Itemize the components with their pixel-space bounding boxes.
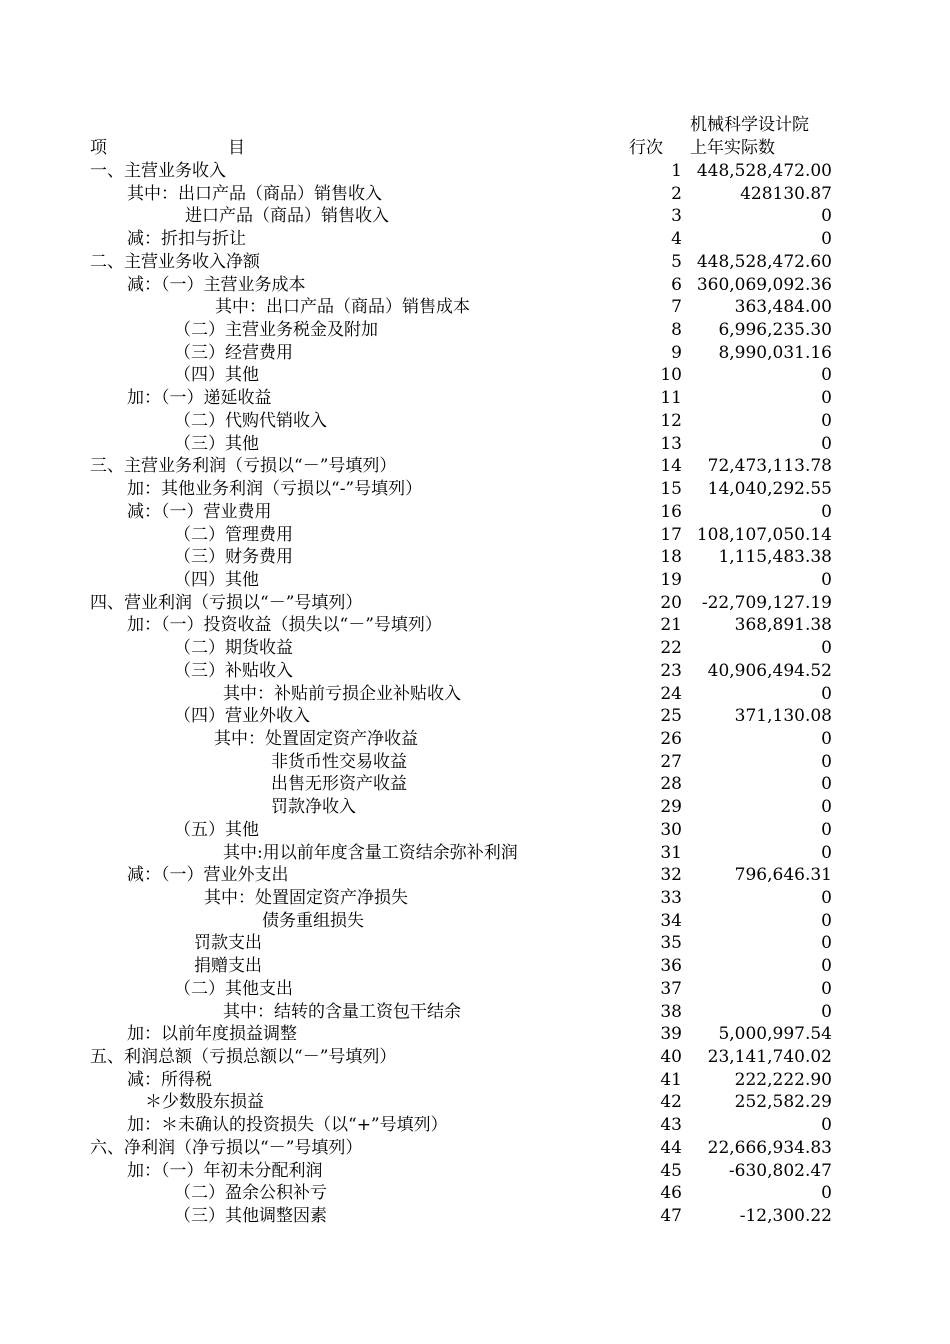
table-row [0,546,950,569]
row-value: 0 [821,956,832,977]
row-number: 35 [660,933,682,954]
row-number: 3 [671,206,682,227]
row-label: 减：（一）营业费用 [127,501,272,522]
table-row [0,364,950,387]
row-label: 其中:用以前年度含量工资结余弥补利润 [223,842,518,863]
row-value: 0 [821,365,832,386]
row-label: 加：（一）年初未分配利润 [127,1160,323,1181]
row-value: -12,300.22 [739,1206,832,1227]
table-row [0,705,950,728]
table-row [0,228,950,251]
table-row [0,433,950,456]
row-label: 加：＊未确认的投资损失（以“+”号填列） [127,1115,448,1136]
table-row [0,1114,950,1137]
row-number: 17 [660,524,682,545]
row-value: 0 [821,569,832,590]
row-value: 252,582.29 [734,1092,832,1113]
row-number: 37 [660,978,682,999]
row-value: 360,069,092.36 [696,274,832,295]
row-number: 42 [660,1092,682,1113]
row-value: 448,528,472.60 [696,251,832,272]
row-value: 72,473,113.78 [707,456,832,477]
row-label: （三）财务费用 [174,547,293,568]
row-value: 23,141,740.02 [707,1047,832,1068]
row-label: 其中：结转的含量工资包干结余 [223,1001,461,1022]
row-label: （三）其他 [174,433,259,454]
table-row [0,1160,950,1183]
table-row [0,751,950,774]
row-value: 0 [821,797,832,818]
row-value: 0 [821,842,832,863]
row-label: 加：以前年度损益调整 [127,1024,297,1045]
table-row [0,887,950,910]
table-row [0,455,950,478]
row-label: （二）主营业务税金及附加 [174,320,378,341]
row-number: 22 [660,638,682,659]
row-value: 0 [821,933,832,954]
column-header-mu: 目 [228,138,245,158]
row-value: 368,891.38 [734,615,832,636]
row-label: 其中：处置固定资产净损失 [204,888,408,908]
column-header-item: 项 [90,138,107,158]
table-row [0,569,950,592]
row-number: 38 [660,1001,682,1022]
table-row [0,501,950,524]
row-label: 其中：补贴前亏损企业补贴收入 [223,683,461,704]
row-label: 加：（一）递延收益 [127,388,272,409]
table-row [0,683,950,706]
table-row [0,819,950,842]
row-value: -22,709,127.19 [701,592,832,613]
row-value: 0 [821,728,832,749]
table-row [0,478,950,501]
row-label: （三）补贴收入 [174,660,293,681]
row-value: 14,040,292.55 [707,479,832,500]
row-label: （二）盈余公积补亏 [174,1183,327,1204]
table-row [0,864,950,887]
row-number: 7 [671,297,682,318]
row-value: 5,000,997.54 [718,1024,832,1045]
row-number: 20 [660,592,682,613]
row-number: 1 [671,161,682,181]
table-row [0,932,950,955]
table-row [0,660,950,683]
row-label: 其中：处置固定资产净收益 [214,728,418,749]
row-label: （四）营业外收入 [174,706,310,727]
row-number: 23 [660,660,682,681]
table-row [0,1046,950,1069]
row-number: 11 [660,388,682,409]
table-row [0,160,950,183]
row-label: 六、净利润（净亏损以“－”号填列） [90,1137,363,1158]
table-row [0,183,950,206]
row-number: 26 [660,728,682,749]
table-row [0,637,950,660]
table-row [0,728,950,751]
row-value: 0 [821,910,832,931]
row-number: 10 [660,365,682,386]
row-value: 448,528,472.00 [696,161,832,181]
row-label: ＊少数股东损益 [145,1092,264,1113]
table-row [0,614,950,637]
row-number: 4 [671,229,682,250]
statement-table [0,160,950,1228]
row-value: 22,666,934.83 [707,1137,832,1158]
row-label: 五、利润总额（亏损总额以“－”号填列） [90,1047,397,1068]
row-number: 44 [660,1137,682,1158]
row-number: 29 [660,797,682,818]
row-label: 罚款支出 [194,933,262,954]
table-row [0,796,950,819]
row-number: 14 [660,456,682,477]
row-label: 二、主营业务收入净额 [90,251,260,272]
row-number: 46 [660,1183,682,1204]
row-label: （二）管理费用 [174,524,293,545]
row-value: 363,484.00 [734,297,832,318]
table-row [0,1001,950,1024]
row-number: 21 [660,615,682,636]
row-number: 34 [660,910,682,931]
table-row [0,842,950,865]
row-value: 0 [821,388,832,409]
row-value: 428130.87 [740,183,832,204]
row-number: 6 [671,274,682,295]
row-value: 0 [821,1001,832,1022]
table-row [0,387,950,410]
row-number: 45 [660,1160,682,1181]
company-name: 机械科学设计院 [690,115,809,135]
row-number: 2 [671,183,682,204]
row-value: -630,802.47 [728,1160,832,1181]
row-value: 0 [821,229,832,250]
row-number: 39 [660,1024,682,1045]
table-row [0,1137,950,1160]
row-number: 32 [660,865,682,886]
row-label: 加：（一）投资收益（损失以“－”号填列） [127,615,442,636]
table-row [0,978,950,1001]
row-number: 18 [660,547,682,568]
row-number: 9 [671,342,682,363]
row-label: 减：所得税 [127,1069,212,1090]
row-value: 222,222.90 [734,1069,832,1090]
row-value: 40,906,494.52 [707,660,832,681]
column-header-prior-year-actual: 上年实际数 [690,138,775,158]
row-label: 加：其他业务利润（亏损以“-”号填列） [127,479,423,500]
row-number: 13 [660,433,682,454]
row-number: 24 [660,683,682,704]
row-value: 0 [821,1183,832,1204]
row-number: 43 [660,1115,682,1136]
row-number: 15 [660,479,682,500]
row-label: 罚款净收入 [271,797,356,818]
row-value: 0 [821,206,832,227]
row-label: 非货币性交易收益 [271,751,407,772]
row-number: 47 [660,1206,682,1227]
row-number: 16 [660,501,682,522]
row-value: 0 [821,501,832,522]
row-value: 796,646.31 [734,865,832,886]
row-number: 27 [660,751,682,772]
row-label: 债务重组损失 [262,910,364,931]
row-value: 0 [821,433,832,454]
row-value: 0 [821,774,832,795]
row-label: （四）其他 [174,569,259,590]
table-row [0,251,950,274]
table-row [0,296,950,319]
table-row [0,524,950,547]
table-row [0,773,950,796]
row-number: 40 [660,1047,682,1068]
row-value: 108,107,050.14 [696,524,832,545]
row-value: 0 [821,978,832,999]
row-number: 28 [660,774,682,795]
row-number: 41 [660,1069,682,1090]
row-label: 捐赠支出 [194,956,262,977]
row-label: 一、主营业务收入 [90,161,226,181]
row-number: 8 [671,320,682,341]
row-label: 出售无形资产收益 [271,774,407,795]
table-row [0,1205,950,1228]
table-row [0,274,950,297]
table-row [0,592,950,615]
row-number: 30 [660,819,682,840]
row-number: 36 [660,956,682,977]
row-value: 8,990,031.16 [718,342,832,363]
row-label: 四、营业利润（亏损以“－”号填列） [90,592,363,613]
table-row [0,1091,950,1114]
table-row [0,319,950,342]
table-row [0,1023,950,1046]
table-row [0,410,950,433]
row-label: 其中：出口产品（商品）销售收入 [127,183,382,204]
table-row [0,910,950,933]
row-label: （二）其他支出 [174,978,293,999]
table-row [0,1069,950,1092]
row-label: （三）其他调整因素 [174,1206,327,1227]
row-label: 其中：出口产品（商品）销售成本 [215,297,470,318]
row-label: （二）代购代销收入 [174,410,327,431]
row-value: 0 [821,1115,832,1136]
row-value: 0 [821,888,832,908]
row-number: 25 [660,706,682,727]
row-value: 371,130.08 [734,706,832,727]
table-row [0,1182,950,1205]
row-label: 三、主营业务利润（亏损以“－”号填列） [90,456,397,477]
row-number: 33 [660,888,682,908]
row-label: （三）经营费用 [174,342,293,363]
row-number: 19 [660,569,682,590]
column-header-row-number: 行次 [629,138,663,158]
row-label: （二）期货收益 [174,638,293,659]
row-number: 31 [660,842,682,863]
row-number: 12 [660,410,682,431]
table-row [0,955,950,978]
row-label: （五）其他 [174,819,259,840]
table-row [0,205,950,228]
row-value: 0 [821,751,832,772]
row-label: 进口产品（商品）销售收入 [185,206,389,227]
row-value: 6,996,235.30 [718,320,832,341]
row-value: 0 [821,410,832,431]
table-row [0,342,950,365]
row-label: 减：折扣与折让 [127,229,246,250]
row-label: 减：（一）主营业务成本 [127,274,306,295]
row-value: 0 [821,819,832,840]
row-label: （四）其他 [174,365,259,386]
row-value: 0 [821,683,832,704]
row-value: 0 [821,638,832,659]
row-value: 1,115,483.38 [718,547,832,568]
row-label: 减：（一）营业外支出 [127,865,289,886]
row-number: 5 [671,251,682,272]
